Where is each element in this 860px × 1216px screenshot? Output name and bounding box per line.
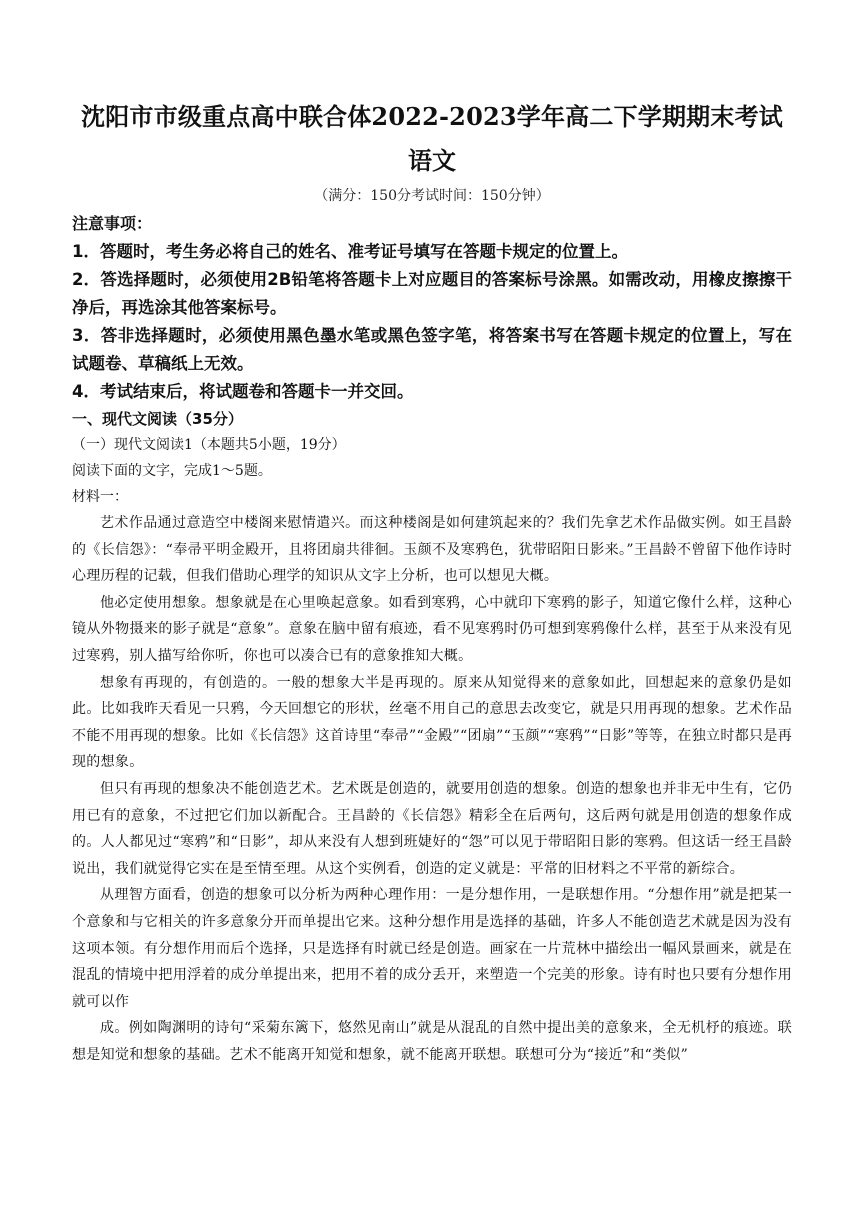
exam-meta: （满分：150分考试时间：150分钟） bbox=[314, 188, 550, 204]
note-item: 4．考试结束后，将试题卷和答题卡一并交回。 bbox=[72, 382, 414, 401]
material-paragraph: 但只有再现的想象决不能创造艺术。艺术既是创造的，就要用创造的想象。创造的想象也并非无中生有，它仍用已有的意象，不过把它们加以新配合。王昌龄的《长信怨》精彩全在后两句，这后两句就是用创造的想象作成的。人人都见过“寒鸦”和“日影”，却从来没有人想到班婕好的“怨”可以见于带昭阳日影的寒鸦。但这话一经王昌龄说出，我们就觉得它实在是至情至理。从这个实例看，创造的定义就是：平常的旧材料之不平常的新综合。 bbox=[72, 780, 792, 877]
subject-title: 语文 bbox=[408, 146, 456, 175]
section-instruction: 阅读下面的文字，完成1～5题。 bbox=[72, 463, 272, 479]
note-item: 3．答非选择题时，必须使用黑色墨水笔或黑色签字笔，将答案书写在答题卡规定的位置上，写在试题卷、草稿纸上无效。 bbox=[72, 326, 792, 373]
section-heading: 一、现代文阅读（35分） bbox=[72, 410, 243, 428]
exam-page bbox=[72, 96, 792, 1068]
reading-section bbox=[72, 406, 792, 1068]
section-subheading: （一）现代文阅读1（本题共5小题，19分） bbox=[72, 437, 346, 453]
notes-heading: 注意事项： bbox=[72, 214, 153, 233]
material-paragraph: 他必定使用想象。想象就是在心里唤起意象。如看到寒鸦，心中就印下寒鸦的影子，知道它像什么样，这种心镜从外物摄来的影子就是“意象”。意象在脑中留有痕迹，看不见寒鸦时仍可想到寒鸦像什么样，甚至于从来没有见过寒鸦，别人描写给你听，你也可以凑合已有的意象推知大概。 bbox=[72, 594, 792, 664]
material-paragraph: 艺术作品通过意造空中楼阁来慰情遣兴。而这种楼阁是如何建筑起来的？我们先拿艺术作品做实例。如王昌龄的《长信怨》：“奉帚平明金殿开，且将团扇共徘徊。玉颜不及寒鸦色，犹带昭阳日影来。”王昌龄不曾留下他作诗时心理历程的记载，但我们借助心理学的知识从文字上分析，也可以想见大概。 bbox=[72, 515, 792, 585]
material-label: 材料一： bbox=[72, 489, 128, 505]
note-item: 1．答题时，考生务必将自己的姓名、准考证号填写在答题卡规定的位置上。 bbox=[72, 242, 628, 261]
note-item: 2．答选择题时，必须使用2B铅笔将答题卡上对应题目的答案标号涂黑。如需改动，用橡皮擦擦干净后，再选涂其他答案标号。 bbox=[72, 270, 792, 317]
material-paragraph: 从理智方面看，创造的想象可以分析为两种心理作用：一是分想作用，一是联想作用。“分想作用”就是把某一个意象和与它相关的许多意象分开而单提出它来。这种分想作用是选择的基础，许多人不能创造艺术就是因为没有这项本领。有分想作用而后个选择，只是选择有时就已经是创造。画家在一片荒林中描绘出一幅风景画来，就是在混乱的情境中把用浮着的成分单提出来，把用不着的成分丢开，来塑造一个完美的形象。诗有时也只要有分想作用就可以作 bbox=[72, 887, 792, 1010]
exam-title: 沈阳市市级重点高中联合体2022-2023学年高二下学期期末考试 bbox=[81, 102, 783, 131]
material-paragraph: 想象有再现的，有创造的。一般的想象大半是再现的。原来从知觉得来的意象如此，回想起来的意象仍是如此。比如我昨天看见一只鸦，今天回想它的形状，丝毫不用自己的意思去改变它，就是只用再现的想象。艺术作品不能不用再现的想象。比如《长信怨》这首诗里“奉帚”“金殿”“团扇”“玉颜”“寒鸦”“日影”等等，在独立时都只是再现的想象。 bbox=[72, 674, 792, 771]
notes-section bbox=[72, 210, 792, 406]
material-paragraph: 成。例如陶渊明的诗句“采菊东篱下，悠然见南山”就是从混乱的自然中提出美的意象来，全无机杼的痕迹。联想是知觉和想象的基础。艺术不能离开知觉和想象，就不能离开联想。联想可分为“接近”和“类似” bbox=[72, 1020, 792, 1063]
